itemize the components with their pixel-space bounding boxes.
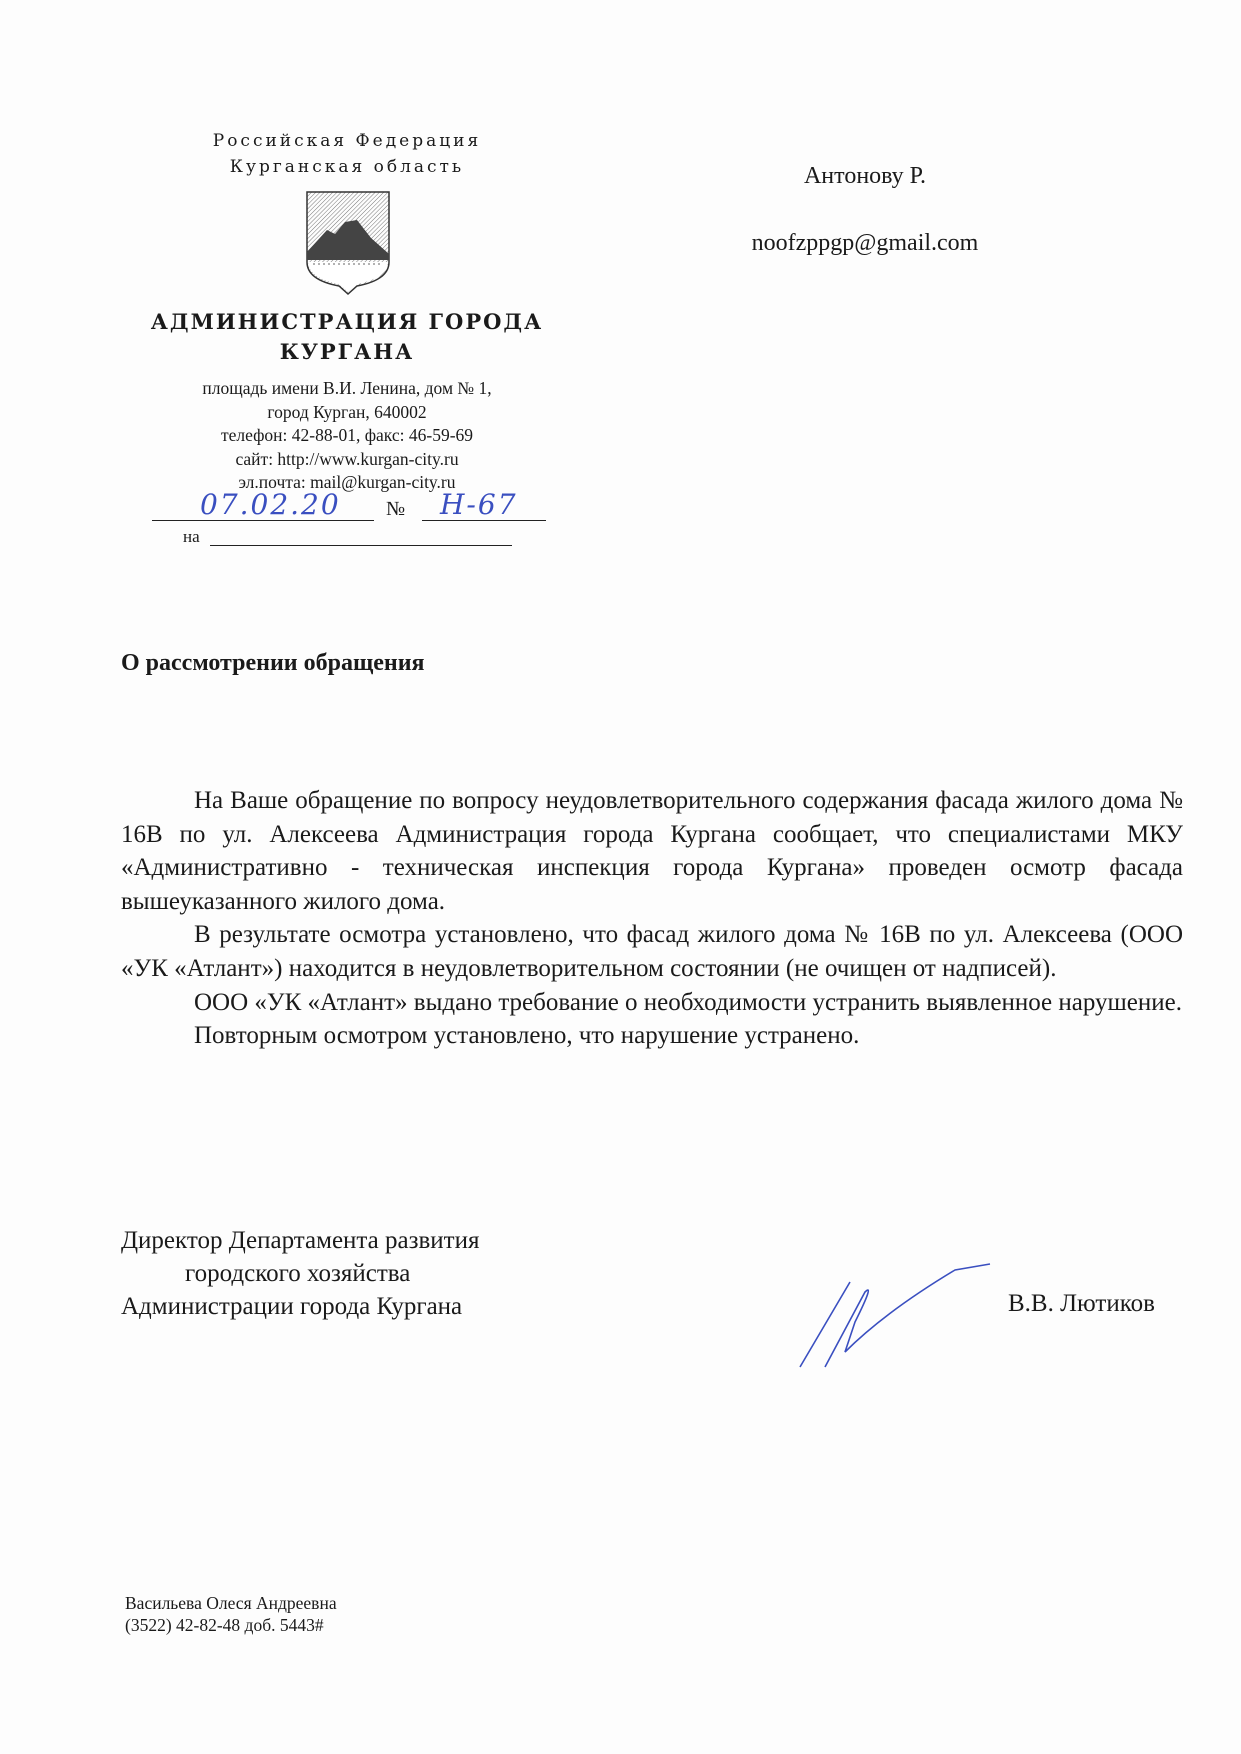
- position-line: Администрации города Кургана: [121, 1293, 463, 1320]
- letter-subject: О рассмотрении обращения: [121, 650, 425, 676]
- reply-to-underline: [210, 545, 512, 546]
- body-paragraph: В результате осмотра установлено, что фасад жилого дома № 16В по ул. Алексеева (ООО «УК «Атлант») находится в неудовлетворительном состоянии (не очищен от надписей).: [121, 921, 1183, 982]
- executor-info: [125, 1592, 337, 1636]
- reply-to-line: [183, 527, 513, 547]
- organization-address: [147, 377, 547, 495]
- organization-name: [147, 307, 547, 367]
- coat-of-arms-icon: [305, 190, 391, 296]
- address-line: сайт: http://www.kurgan-city.ru: [235, 448, 459, 469]
- registration-number-line: [150, 488, 550, 524]
- number-sign: №: [386, 498, 406, 520]
- signatory-position: [121, 1224, 479, 1323]
- country-text: Российская Федерация: [212, 131, 482, 151]
- body-paragraph: ООО «УК «Атлант» выдано требование о необходимости устранить выявленное нарушение.: [194, 988, 1182, 1016]
- handwritten-date: 07.02.20: [200, 488, 341, 521]
- org-line-1: АДМИНИСТРАЦИЯ ГОРОДА: [150, 309, 544, 334]
- executor-name: Васильева Олеся Андреевна: [125, 1593, 337, 1613]
- handwritten-number: Н-67: [440, 488, 518, 521]
- region-text: Курганская область: [229, 157, 465, 177]
- handwritten-signature: [795, 1262, 995, 1372]
- recipient-name: Антонову Р.: [803, 163, 927, 189]
- body-paragraph: Повторным осмотром установлено, что нарушение устранено.: [194, 1022, 860, 1050]
- address-line: площадь имени В.И. Ленина, дом № 1,: [202, 378, 492, 398]
- position-line: городского хозяйства: [185, 1260, 411, 1287]
- position-line: Директор Департамента развития: [121, 1227, 480, 1254]
- executor-phone: (3522) 42-82-48 доб. 5443#: [125, 1615, 324, 1635]
- letter-body: [121, 784, 1183, 1053]
- org-line-2: КУРГАНА: [279, 339, 415, 364]
- body-paragraph: На Ваше обращение по вопросу неудовлетворительного содержания фасада жилого дома № 16В по ул. Алексеева Администрация города Кургана сообщает, что специалистами МКУ «Административно - техническая инспекция города Кургана» проведен осмотр фасада вышеуказанного жилого дома.: [121, 787, 1183, 915]
- letterhead-country: [147, 128, 547, 180]
- recipient-email: noofzppgp@gmail.com: [751, 230, 979, 256]
- address-line: эл.почта: mail@kurgan-city.ru: [238, 472, 456, 492]
- reply-to-label: на: [183, 527, 200, 546]
- signatory-name: В.В. Лютиков: [1008, 1290, 1155, 1317]
- address-line: город Курган, 640002: [267, 401, 427, 422]
- address-line: телефон: 42-88-01, факс: 46-59-69: [220, 425, 474, 445]
